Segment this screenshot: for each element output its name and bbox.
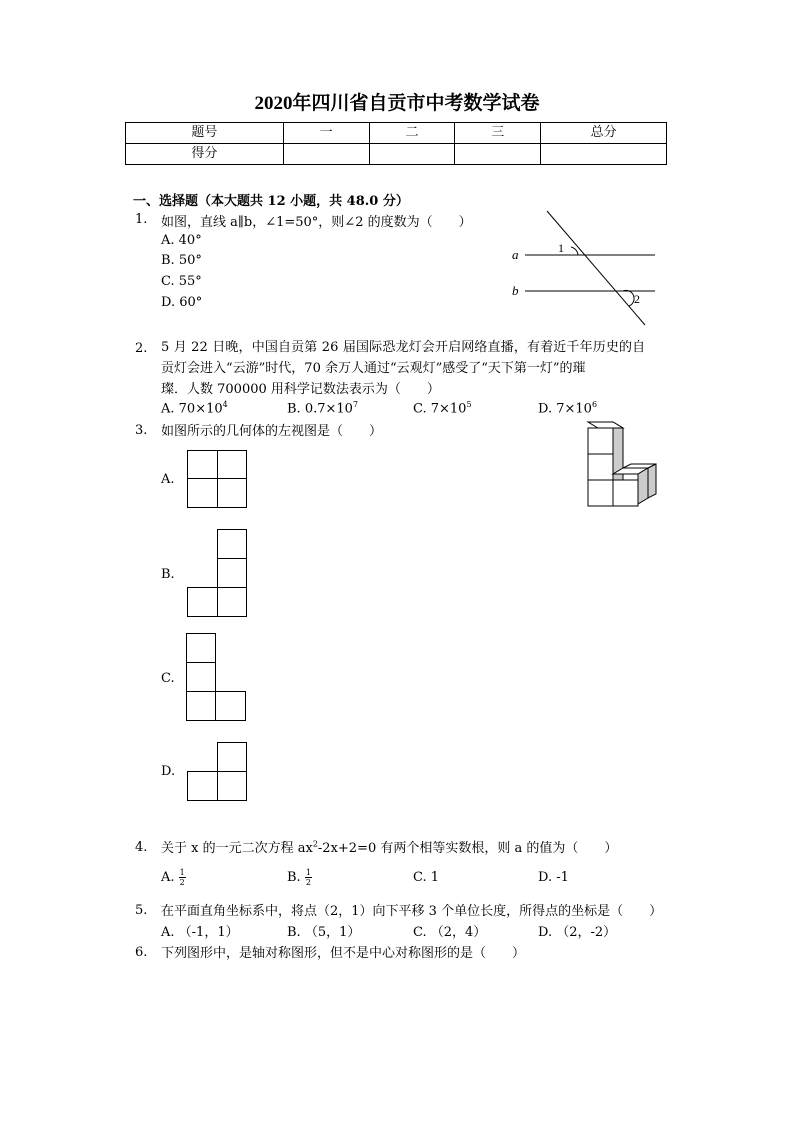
square (215, 691, 246, 721)
square (186, 633, 216, 663)
q4-number: 4. (135, 840, 148, 855)
square (217, 478, 247, 508)
q2-option-b-text: B. 0.7×10 (287, 401, 353, 417)
q3-option-d[interactable]: D. (161, 764, 176, 779)
q2-line-3: 璨．人数 700000 用科学记数法表示为（ ） (161, 382, 440, 397)
angle1-arc (571, 247, 578, 255)
q2-number: 2. (135, 341, 148, 356)
q3-stem: 如图所示的几何体的左视图是（ ） (161, 424, 383, 439)
q3-option-d-figure[interactable] (187, 742, 247, 801)
score-header-cell: 三 (455, 123, 541, 144)
q3-option-c-figure[interactable] (186, 633, 246, 721)
q4-exponent: 2 (312, 839, 318, 849)
q2-option-c[interactable] (413, 400, 472, 416)
label-b: b (512, 283, 519, 298)
fraction-numerator: 1 (305, 868, 311, 877)
q2-option-b[interactable] (287, 400, 358, 416)
transversal (547, 211, 645, 325)
q2-line-2: 贡灯会进入“云游”时代，70 余万人通过“云观灯”感受了“天下第一灯”的璀 (161, 361, 586, 376)
score-cell[interactable] (541, 144, 667, 165)
section-heading: 一、选择题（本大题共 12 小题，共 48.0 分） (133, 194, 409, 209)
square (187, 771, 218, 801)
q3-option-c[interactable]: C. (161, 671, 175, 686)
angle2-arc (623, 290, 634, 306)
score-header-cell: 总分 (541, 123, 667, 144)
q5-option-c[interactable]: C. （2，4） (413, 925, 487, 940)
square (217, 771, 247, 801)
fraction-denominator: 2 (305, 878, 311, 887)
q1-option-d[interactable]: D. 60° (161, 295, 203, 310)
score-table (125, 122, 667, 165)
q5-number: 5. (135, 903, 148, 918)
score-header-cell: 题号 (126, 123, 284, 144)
page-title: 2020年四川省自贡市中考数学试卷 (254, 93, 540, 114)
q4-option-a[interactable] (161, 868, 186, 887)
square (217, 529, 247, 559)
score-header-cell: 二 (369, 123, 455, 144)
square (217, 742, 247, 772)
q4-option-a-text: A. (161, 870, 179, 885)
q3-number: 3. (135, 423, 148, 438)
score-header-row (126, 123, 667, 144)
q2-option-c-text: C. 7×10 (413, 401, 467, 417)
q4-stem (161, 837, 617, 856)
q2-option-d[interactable] (538, 400, 597, 416)
q2-option-c-exp: 5 (466, 400, 472, 409)
q5-option-d[interactable]: D. （2，-2） (538, 925, 617, 940)
q1-option-c[interactable]: C. 55° (161, 274, 202, 289)
q4-stem-text: -2x+2=0 有两个相等实数根，则 a 的值为（ ） (317, 841, 618, 856)
square (186, 691, 216, 721)
label-a: a (512, 247, 519, 262)
score-row (126, 144, 667, 165)
q2-option-a-text: A. 70×10 (161, 401, 223, 417)
fraction (305, 868, 312, 887)
q5-stem: 在平面直角坐标系中，将点（2，1）向下平移 3 个单位长度，所得点的坐标是（ ） (161, 904, 663, 919)
score-header-cell: 一 (283, 123, 369, 144)
square (217, 587, 247, 617)
q1-stem: 如图，直线 a∥b，∠1=50°，则∠2 的度数为（ ） (161, 215, 472, 230)
square (187, 478, 218, 508)
square (186, 662, 216, 692)
q3-option-b[interactable]: B. (161, 567, 175, 582)
q4-option-d[interactable]: D. -1 (538, 870, 569, 885)
q3-option-b-figure[interactable] (187, 529, 247, 617)
q4-option-b[interactable] (287, 868, 312, 887)
score-cell[interactable] (283, 144, 369, 165)
q3-option-a-figure[interactable] (187, 450, 247, 508)
q2-option-b-exp: 7 (352, 400, 359, 409)
q5-option-b[interactable]: B. （5，1） (287, 925, 361, 940)
q4-option-c[interactable]: C. 1 (413, 870, 440, 885)
label-angle1: 1 (558, 241, 564, 255)
q2-option-d-exp: 6 (591, 400, 598, 409)
q2-option-d-text: D. 7×10 (538, 401, 592, 417)
label-angle2: 2 (634, 292, 640, 306)
square (187, 587, 218, 617)
q1-number: 1. (135, 212, 148, 227)
q2-option-a[interactable] (161, 400, 228, 416)
fraction (179, 868, 186, 887)
score-cell[interactable] (369, 144, 455, 165)
q4-stem-text: 关于 x 的一元二次方程 ax (161, 841, 313, 856)
q3-solid-figure (580, 418, 662, 510)
q5-option-a[interactable]: A. （-1，1） (161, 925, 239, 940)
q1-option-b[interactable]: B. 50° (161, 253, 202, 268)
fraction-denominator: 2 (179, 878, 185, 887)
square (217, 558, 247, 588)
q1-option-a[interactable]: A. 40° (161, 233, 202, 248)
fraction-numerator: 1 (179, 868, 185, 877)
q2-option-a-exp: 4 (222, 400, 228, 409)
q1-parallel-lines-figure (505, 205, 665, 330)
q3-option-a[interactable]: A. (161, 472, 175, 487)
q6-stem: 下列图形中，是轴对称图形，但不是中心对称图形的是（ ） (161, 946, 526, 961)
square (217, 450, 247, 479)
q4-option-b-text: B. (287, 870, 305, 885)
score-row-label: 得分 (126, 144, 284, 165)
score-cell[interactable] (455, 144, 541, 165)
square (187, 450, 218, 479)
q6-number: 6. (135, 945, 148, 960)
q2-line-1: 5 月 22 日晚，中国自贡第 26 届国际恐龙灯会开启网络直播，有着近千年历史的自 (161, 340, 646, 355)
